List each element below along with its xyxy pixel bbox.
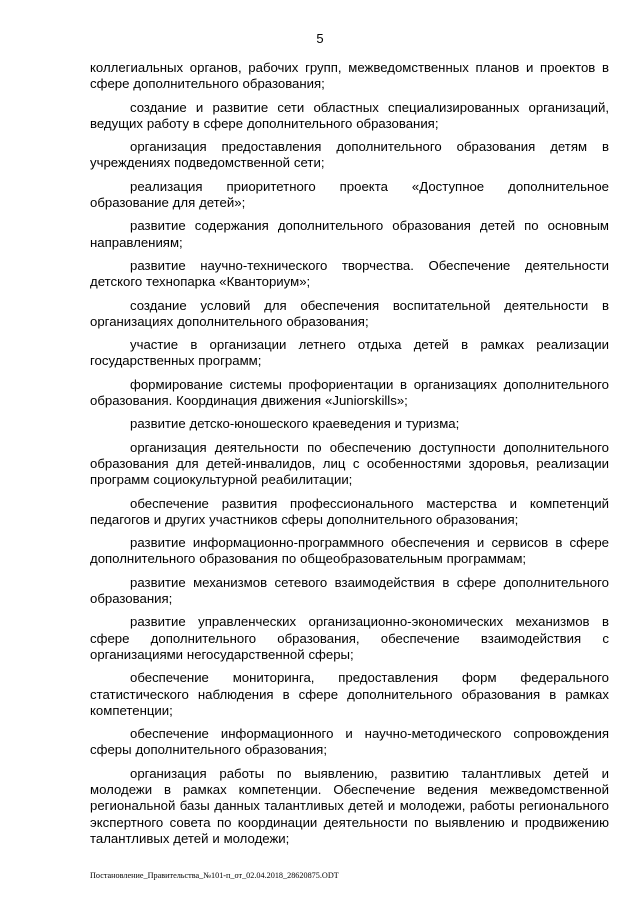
paragraph: развитие информационно-программного обеспечения и сервисов в сфере дополнительного образования по общеобразовательным программам; [90, 535, 609, 567]
paragraph: обеспечение развития профессионального мастерства и компетенций педагогов и других участников сферы дополнительного образования; [90, 495, 609, 527]
paragraph: развитие управленческих организационно-экономических механизмов в сфере дополнительного образования, обеспечение взаимодействия с организациями негосударственной сферы; [90, 614, 609, 662]
paragraph: организация деятельности по обеспечению доступности дополнительного образования для детей-инвалидов, лиц с особенностями здоровья, реализации программ социокультурной реабилитации; [90, 439, 609, 488]
paragraph: создание условий для обеспечения воспитательной деятельности в организациях дополнительного образования; [90, 297, 609, 329]
paragraph: развитие механизмов сетевого взаимодействия в сфере дополнительного образования; [90, 574, 609, 607]
paragraph: обеспечение мониторинга, предоставления форм федерального статистического наблюдения в сфере дополнительного образования в рамках компетенции; [90, 670, 609, 718]
paragraph: формирование системы профориентации в организациях дополнительного образования. Координация движения «Juniorskills»; [90, 376, 609, 409]
document-footer: Постановление_Правительства_№101-п_от_02.04.2018_28620875.ODT [90, 871, 339, 880]
paragraph: развитие детско-юношеского краеведения и туризма; [130, 416, 460, 432]
document-body [90, 60, 609, 854]
paragraph: развитие содержания дополнительного образования детей по основным направлениям; [90, 218, 609, 250]
paragraph: организация работы по выявлению, развитию талантливых детей и молодежи в рамках компетенции. Обеспечение ведения межведомственной региональной базы данных талантливых детей и молодежи, работы регионального экспертного совета по координации деятельности по выявлению и продвижению талантливых детей и молодежи; [90, 765, 609, 846]
paragraph: участие в организации летнего отдыха детей в рамках реализации государственных программ; [90, 337, 609, 369]
paragraph: коллегиальных органов, рабочих групп, межведомственных планов и проектов в сфере дополнительного образования; [90, 60, 609, 92]
page-number: 5 [316, 31, 324, 46]
paragraph: организация предоставления дополнительного образования детям в учреждениях подведомственной сети; [90, 139, 609, 171]
paragraph: развитие научно-технического творчества. Обеспечение деятельности детского технопарка «Кванториум»; [90, 257, 609, 290]
paragraph: реализация приоритетного проекта «Доступное дополнительное образование для детей»; [90, 178, 609, 211]
paragraph: создание и развитие сети областных специализированных организаций, ведущих работу в сфере дополнительного образования; [90, 99, 609, 131]
paragraph: обеспечение информационного и научно-методического сопровождения сферы дополнительного образования; [90, 726, 609, 758]
